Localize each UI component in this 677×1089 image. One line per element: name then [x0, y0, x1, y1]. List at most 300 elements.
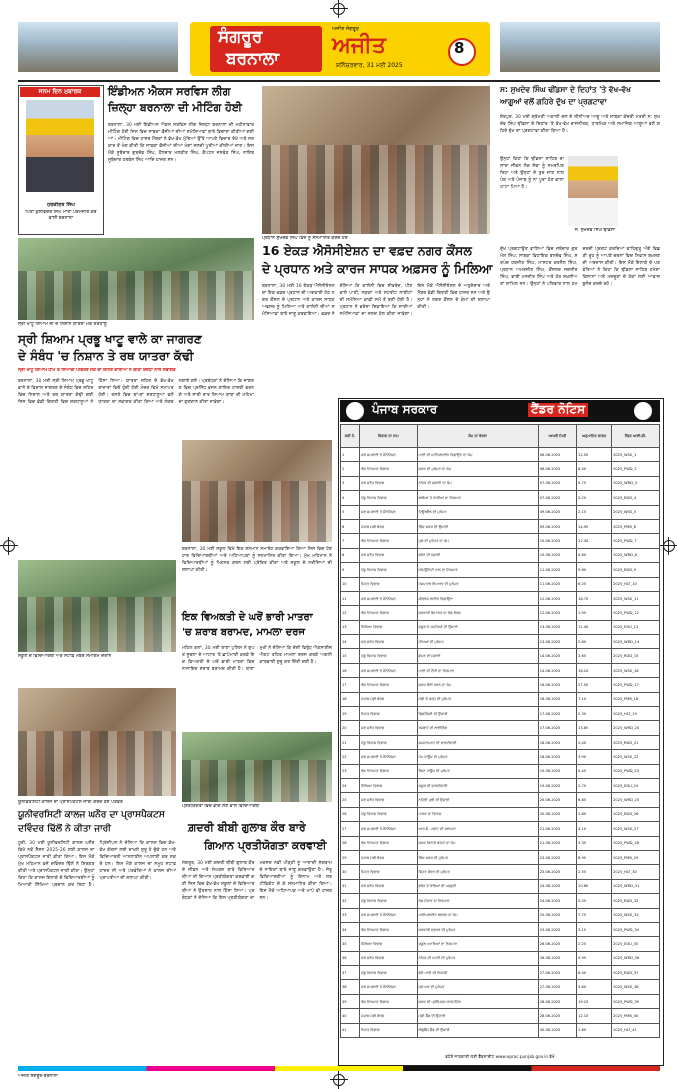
tender-cell: 26.06.2025 — [538, 951, 576, 965]
tender-column-header: ਲੜੀ ਨੰ. — [341, 425, 360, 448]
tender-row — [341, 807, 660, 821]
tender-cell: ਲੋਕ ਨਿਰਮਾਣ ਵਿਭਾਗ — [360, 764, 417, 778]
tender-row — [341, 778, 660, 792]
tender-cell: ਜਲ ਸਪਲਾਈ ਤੇ ਸੈਨੀਟੇਸ਼ਨ — [360, 750, 417, 764]
tender-cell: ਲਿੰਕ ਸੜਕ ਦੀ ਉਸਾਰੀ — [417, 519, 538, 533]
tender-cell: ਲੋਕ ਨਿਰਮਾਣ ਵਿਭਾਗ — [360, 678, 417, 692]
tender-cell: 10 — [341, 577, 360, 591]
tender-row — [341, 1023, 660, 1037]
tender-cell: ਸਿੱਖਿਆ ਵਿਭਾਗ — [360, 778, 417, 792]
tender-cell: ਪੇਂਡੂ ਵਿਕਾਸ ਵਿਭਾਗ — [360, 563, 417, 577]
tender-cell: ਟਿਊਬਵੈੱਲ ਦੀ ਮੁਰੰਮਤ — [417, 505, 538, 519]
story2-body: ਬਰਨਾਲਾ, 30 ਮਈ 16 ਏਕੜ ਐਸੋਸੀਏਸ਼ਨ ਦਾ ਇਕ ਵਫ਼ਦ ਪ੍ਰਧਾਨ ਦੀ ਅਗਵਾਈ ਹੇਠ ਨਗਰ ਕੌਂਸਲ ਦੇ ਪ੍ਰਧਾਨ ਅਤੇ ਕਾਰਜ ਸਾਧਕ ਅਫ਼ਸਰ ਨੂੰ ਮਿਲਿਆ ਅਤੇ ਕਾਲੋਨੀ ਦੀਆਂ ਸਮੱਸਿਆਵਾਂ ਬਾਰੇ ਜਾਣੂ ਕਰਵਾਇਆ। ਵਫ਼ਦ ਨੇ ਦੱਸਿਆ ਕਿ ਕਾਲੋਨੀ ਵਿਚ ਸੀਵਰੇਜ, ਪੀਣ ਵਾਲੇ ਪਾਣੀ, ਸੜਕਾਂ ਅਤੇ ਸਟਰੀਟ ਲਾਈਟਾਂ ਦੀ ਸਮੱਸਿਆ ਕਾਫ਼ੀ ਸਮੇਂ ਤੋਂ ਬਣੀ ਹੋਈ ਹੈ। ਪ੍ਰਧਾਨ ਨੇ ਭਰੋਸਾ ਦਿਵਾਇਆ ਕਿ ਸਾਰੀਆਂ ਸਮੱਸਿਆਵਾਂ ਦਾ ਜਲਦ ਹੱਲ ਕੀਤਾ ਜਾਵੇਗਾ। ਇਸ ਮੌਕੇ ਐਸੋਸੀਏਸ਼ਨ ਦੇ ਅਹੁਦੇਦਾਰ ਅਤੇ ਮੈਂਬਰ ਵੱਡੀ ਗਿਣਤੀ ਵਿਚ ਹਾਜ਼ਰ ਸਨ ਅਤੇ ਉਨ੍ਹਾਂ ਨੇ ਨਗਰ ਕੌਂਸਲ ਦੇ ਕੰਮਾਂ ਦੀ ਸ਼ਲਾਘਾ ਕੀਤੀ। — [262, 284, 490, 317]
tender-cell: 26.06.2025 — [538, 937, 576, 951]
tender-row — [341, 491, 660, 505]
tender-cell: 2.40 — [577, 735, 612, 749]
story3-body-b: ਉਨ੍ਹਾਂ ਕਿਹਾ ਕਿ ਢੀਂਡਸਾ ਸਾਹਿਬ ਦਾ ਸਾਰਾ ਜੀਵਨ ਲੋਕ ਸੇਵਾ ਨੂੰ ਸਮਰਪਿਤ ਰਿਹਾ ਅਤੇ ਉਨ੍ਹਾਂ ਦੇ ਤੁਰ ਜਾਣ ਨਾਲ ਪੰਥ ਅਤੇ ਪੰਜਾਬ ਨੂੰ ਨਾ ਪੂਰਾ ਹੋਣ ਵਾਲਾ ਘਾਟਾ ਪਿਆ ਹੈ। — [500, 157, 564, 190]
tender-cell: ਰਜਬਾਹੇ ਦੀ ਲਾਈਨਿੰਗ — [417, 721, 538, 735]
tender-govt: ਪੰਜਾਬ ਸਰਕਾਰ — [372, 402, 438, 416]
tender-cell: 6.25 — [577, 577, 612, 591]
tender-cell: 2025_PWD_28 — [612, 836, 660, 850]
page-number: 8 — [454, 39, 465, 57]
story5-headline-2: 'ਚ ਸ਼ਰਾਬ ਬਰਾਮਦ, ਮਾਮਲਾ ਦਰਜ — [182, 627, 305, 638]
tender-row — [341, 462, 660, 476]
tender-cell: 14.90 — [577, 519, 612, 533]
tender-cell: ਪੇਂਡੂ ਵਿਕਾਸ ਵਿਭਾਗ — [360, 966, 417, 980]
tender-cell: ਕਮਿਊਨਿਟੀ ਹਾਲ ਦਾ ਨਿਰਮਾਣ — [417, 563, 538, 577]
tender-cell: ਨਹਿਰ ਦੀ ਪਟੜੀ ਦੀ ਮੁਰੰਮਤ — [417, 951, 538, 965]
tender-row — [341, 980, 660, 994]
tender-row — [341, 635, 660, 649]
tender-cell: 31 — [341, 879, 360, 893]
tender-cell: 2025_PMB_29 — [612, 850, 660, 864]
tender-cell: 11.06.2025 — [538, 563, 576, 577]
registration-mark-left — [3, 540, 15, 552]
tender-footer: ਵਧੇਰੇ ਜਾਣਕਾਰੀ ਲਈ ਵੈੱਬਸਾਈਟ www.eproc.punjab.gov.in ਵੇਖੋ — [445, 1054, 555, 1059]
tender-cell: 2025_RDD_26 — [612, 807, 660, 821]
tender-row — [341, 735, 660, 749]
tender-cell: 3.15 — [577, 922, 612, 936]
tender-cell: 13.06.2025 — [538, 635, 576, 649]
tender-cell: ਪਾਣੀ ਦੀ ਟੈਂਕੀ ਦਾ ਨਿਰਮਾਣ — [417, 663, 538, 677]
tender-cell: ਜਲ ਸਰੋਤ ਵਿਭਾਗ — [360, 476, 417, 490]
tender-cell: 2025_WRD_14 — [612, 635, 660, 649]
registration-mark-top — [333, 3, 345, 15]
tender-cell: 9 — [341, 563, 360, 577]
story3-headline-1: ਸ: ਸੁਖਦੇਵ ਸਿੰਘ ਢੀਂਡਸਾ ਦੇ ਦਿਹਾਂਤ 'ਤੇ ਵੱਖ-ਵੱਖ — [500, 85, 631, 94]
tender-cell: 7 — [341, 534, 360, 548]
tender-cell: 25.06.2025 — [538, 922, 576, 936]
story5-headline-1: ਇਕ ਵਿਅਕਤੀ ਦੇ ਘਰੋਂ ਭਾਰੀ ਮਾਤਰਾ — [182, 612, 313, 623]
tender-cell: 16.06.2025 — [538, 678, 576, 692]
tender-row — [341, 750, 660, 764]
tender-cell: 12.10 — [577, 1009, 612, 1023]
tender-row — [341, 850, 660, 864]
tender-cell: ਸਿਹਤ ਵਿਭਾਗ — [360, 1023, 417, 1037]
tender-cell: 2025_RDD_4 — [612, 491, 660, 505]
tender-row — [341, 951, 660, 965]
tender-row — [341, 606, 660, 620]
tender-cell: 3.35 — [577, 836, 612, 850]
tender-cell: 2025_WSS_5 — [612, 505, 660, 519]
tender-cell: ਪੰਜਾਬ ਮੰਡੀ ਬੋਰਡ — [360, 850, 417, 864]
tender-cell: ਪੇਂਡੂ ਵਿਕਾਸ ਵਿਭਾਗ — [360, 649, 417, 663]
tender-cell: ਮੋਘਿਆਂ ਦੀ ਮੁਰੰਮਤ — [417, 635, 538, 649]
tender-cell: 2025_RDD_37 — [612, 966, 660, 980]
tender-cell: 32 — [341, 894, 360, 908]
story4-headline-1: ਸ੍ਰੀ ਸ਼ਿਆਮ ਪ੍ਰਭੂ ਖਾਟੂ ਵਾਲੇ ਕਾ ਜਾਗਰਣ — [18, 332, 202, 346]
tender-cell: 7.75 — [577, 908, 612, 922]
story4-photo — [18, 238, 254, 320]
tender-cell: 4.95 — [577, 951, 612, 965]
story3-portrait — [568, 156, 618, 226]
tender-cell: ਜਲ ਸਪਲਾਈ ਤੇ ਸੈਨੀਟੇਸ਼ਨ — [360, 591, 417, 605]
tender-cell: 10.60 — [577, 879, 612, 893]
tender-cell: 11 — [341, 591, 360, 605]
tender-row — [341, 534, 660, 548]
tender-column-header: ਅਨੁਮਾਨਿਤ ਲਾਗਤ — [577, 425, 612, 448]
tender-cell: ਲੋਕ ਨਿਰਮਾਣ ਵਿਭਾਗ — [360, 994, 417, 1008]
middle-photo-award — [182, 440, 332, 542]
masthead-brand-small: ਅਜੀਤ ਸੰਗਰੂਰ — [332, 26, 359, 32]
tender-cell: 4 — [341, 491, 360, 505]
birthday-name: ਹਰਕੀਰਤ ਸਿੰਘ — [47, 202, 75, 208]
story7-photo-caption: ਪ੍ਰਤੀਯੋਗਤਾ ਵਿਚ ਭਾਗ ਲੈਣ ਵਾਲੇ ਵਿਦਿਆਰਥੀ — [182, 804, 260, 809]
tender-cell: 18.70 — [577, 591, 612, 605]
tender-cell: ਸੜਕ ਦੀ ਪ੍ਰੀਮਿਕਸ ਕਾਰਪੇਟਿੰਗ — [417, 994, 538, 1008]
tender-cell: ਲੋਕ ਨਿਰਮਾਣ ਵਿਭਾਗ — [360, 836, 417, 850]
tender-cell: 2.15 — [577, 505, 612, 519]
tender-cell: 2025_WRD_31 — [612, 879, 660, 893]
tender-cell: 2025_EDU_24 — [612, 778, 660, 792]
bottom-color-bar — [18, 1066, 660, 1071]
tender-cell: ਗੰਦੇ ਪਾਣੀ ਦੀ ਨਿਕਾਸੀ — [417, 966, 538, 980]
tender-cell: ਐਂਬੂਲੈਂਸ ਸ਼ੈੱਡ ਦੀ ਉਸਾਰੀ — [417, 1023, 538, 1037]
tender-cell: ਲੋਕ ਨਿਰਮਾਣ ਵਿਭਾਗ — [360, 922, 417, 936]
masthead-rule — [18, 80, 660, 82]
masthead-city-top: ਸੰਗਰੂਰ — [218, 27, 263, 47]
tender-cell: ਜਲ ਸਪਲਾਈ ਤੇ ਸੈਨੀਟੇਸ਼ਨ — [360, 822, 417, 836]
tender-row — [341, 937, 660, 951]
tender-emblem-right — [634, 402, 652, 420]
tender-cell: 12 — [341, 606, 360, 620]
tender-cell: 2025_PWD_17 — [612, 678, 660, 692]
tender-row — [341, 577, 660, 591]
story1-headline-2: ਜ਼ਿਲ੍ਹਾ ਬਰਨਾਲਾ ਦੀ ਮੀਟਿੰਗ ਹੋਈ — [108, 101, 243, 114]
story6-headline-1: ਯੂਨੀਵਰਸਿਟੀ ਕਾਲਜ ਘਨੌਰ ਦਾ ਪ੍ਰਾਸਪੈਕਟਸ — [18, 810, 165, 820]
tender-row — [341, 476, 660, 490]
tender-cell: 2.70 — [577, 778, 612, 792]
tender-cell: 12.06.2025 — [538, 606, 576, 620]
tender-row — [341, 663, 660, 677]
tender-cell: 2 — [341, 462, 360, 476]
tender-cell: ਸਕੂਲ ਦੀ ਚਾਰਦੀਵਾਰੀ — [417, 778, 538, 792]
tender-cell: 11.40 — [577, 620, 612, 634]
tender-cell: 5.30 — [577, 707, 612, 721]
tender-cell: ਛੱਪੜ ਦੀ ਸਫ਼ਾਈ — [417, 649, 538, 663]
tender-cell: ਪਾਈਪਲਾਈਨ ਬਦਲਣ ਦਾ ਕੰਮ — [417, 908, 538, 922]
tender-cell: ਲੋਕ ਨਿਰਮਾਣ ਵਿਭਾਗ — [360, 606, 417, 620]
tender-cell: 35 — [341, 937, 360, 951]
tender-cell: 2025_PWD_7 — [612, 534, 660, 548]
tender-cell: ਨਹਿਰ ਦੀ ਸਫ਼ਾਈ ਦਾ ਕੰਮ — [417, 476, 538, 490]
tender-cell: 4.60 — [577, 548, 612, 562]
tender-cell: 09.06.2025 — [538, 519, 576, 533]
tender-cell: ਪੰਜਾਬ ਮੰਡੀ ਬੋਰਡ — [360, 1009, 417, 1023]
tender-cell: 25 — [341, 793, 360, 807]
story4-photo-caption: ਸ੍ਰੀ ਖਾਟੂ ਸ਼ਿਆਮ ਜੀ ਦੇ ਨਿਸ਼ਾਨ ਯਾਤਰਾ ਮੌਕੇ ਸ਼ਰਧਾਲੂ — [18, 322, 107, 327]
tender-cell: 27.50 — [577, 678, 612, 692]
tender-cell: 8.40 — [577, 462, 612, 476]
tender-cell: 2025_PWD_34 — [612, 922, 660, 936]
tender-cell: 06.06.2025 — [538, 448, 576, 462]
tender-title: ਟੈਂਡਰ ਨੋਟਿਸ — [528, 403, 588, 417]
tender-cell: 20 — [341, 721, 360, 735]
tender-emblem-left — [346, 402, 364, 420]
tender-cell: 1.60 — [577, 1023, 612, 1037]
tender-cell: 16 — [341, 663, 360, 677]
tender-cell: 19 — [341, 707, 360, 721]
tender-cell: 18.06.2025 — [538, 750, 576, 764]
tender-cell: 6 — [341, 519, 360, 533]
tender-cell: 2.25 — [577, 937, 612, 951]
tender-cell: ਪਾਰਕ ਦਾ ਵਿਕਾਸ — [417, 807, 538, 821]
tender-cell: ਜਲ ਸਰੋਤ ਵਿਭਾਗ — [360, 548, 417, 562]
birthday-caption: ਪਿਤਾ ਕੁਲਵਿੰਦਰ ਸਿੰਘ ਮਾਤਾ ਪਰਮਜੀਤ ਕੌਰ ਵਾਸੀ ਬਰਨਾਲਾ — [25, 210, 97, 221]
tender-cell: 15 — [341, 649, 360, 663]
tender-row — [341, 707, 660, 721]
tender-cell: ਮੰਡੀ ਦੇ ਫੜ੍ਹ ਦੀ ਮੁਰੰਮਤ — [417, 692, 538, 706]
tender-cell: ਸਿੱਖਿਆ ਵਿਭਾਗ — [360, 937, 417, 951]
tender-row — [341, 519, 660, 533]
tender-cell: 37 — [341, 966, 360, 980]
tender-cell: 10.06.2025 — [538, 534, 576, 548]
tender-cell: 22.30 — [577, 534, 612, 548]
tender-cell: 2025_WSS_16 — [612, 663, 660, 677]
tender-cell: 21.06.2025 — [538, 822, 576, 836]
tender-cell: ਸੜਕ ਕਿਨਾਰੇ ਬਰਮਾਂ ਦਾ ਕੰਮ — [417, 836, 538, 850]
tender-cell: 2025_HLT_19 — [612, 707, 660, 721]
tender-cell: 12.50 — [577, 448, 612, 462]
tender-cell: 07.06.2025 — [538, 476, 576, 490]
tender-cell: 09.06.2025 — [538, 505, 576, 519]
tender-cell: 1.95 — [577, 606, 612, 620]
tender-cell: 11.06.2025 — [538, 577, 576, 591]
tender-cell: 2025_PMB_18 — [612, 692, 660, 706]
tender-cell: ਸ਼ਮਸ਼ਾਨਘਾਟ ਦੀ ਚਾਰਦੀਵਾਰੀ — [417, 735, 538, 749]
tender-cell: 2025_PMB_40 — [612, 1009, 660, 1023]
tender-cell: ਖੇਡ ਮੈਦਾਨ ਦਾ ਨਿਰਮਾਣ — [417, 894, 538, 908]
tender-cell: ਆਰ.ਓ. ਪਲਾਂਟ ਦੀ ਸਥਾਪਨਾ — [417, 822, 538, 836]
tender-cell: ਪਾਣੀ ਦੀ ਪਾਈਪਲਾਈਨ ਵਿਛਾਉਣ ਦਾ ਕੰਮ — [417, 448, 538, 462]
tender-row — [341, 822, 660, 836]
tender-cell: 27.06.2025 — [538, 966, 576, 980]
tender-row — [341, 1009, 660, 1023]
tender-cell: 13.06.2025 — [538, 620, 576, 634]
tender-cell: 9.80 — [577, 563, 612, 577]
tender-row — [341, 721, 660, 735]
tender-cell: 2025_RDD_21 — [612, 735, 660, 749]
tender-cell: 8 — [341, 548, 360, 562]
tender-cell: 4.10 — [577, 822, 612, 836]
tender-cell: 2025_WSS_27 — [612, 822, 660, 836]
tender-cell: 2025_WRD_8 — [612, 548, 660, 562]
tender-row — [341, 505, 660, 519]
tender-cell: ਸੀਵਰੇਜ ਲਾਈਨ ਵਿਛਾਉਣਾ — [417, 591, 538, 605]
tender-cell: ਪੰਜਾਬ ਮੰਡੀ ਬੋਰਡ — [360, 692, 417, 706]
tender-cell: ਨਹਿਰੀ ਪੁਲੀ ਦੀ ਉਸਾਰੀ — [417, 793, 538, 807]
tender-cell: 22 — [341, 750, 360, 764]
tender-cell: 20.06.2025 — [538, 807, 576, 821]
tender-cell: 24 — [341, 778, 360, 792]
bottom-bar-label: ਅਜੀਤ ਸੰਗਰੂਰ-ਬਰਨਾਲਾ — [18, 1074, 58, 1079]
tender-cell: 23 — [341, 764, 360, 778]
tender-cell: 27 — [341, 822, 360, 836]
tender-cell: ਡਿਸਪੈਂਸਰੀ ਦੀ ਉਸਾਰੀ — [417, 707, 538, 721]
tender-cell: ਜਲ ਘਰ ਦੀ ਮੁਰੰਮਤ — [417, 980, 538, 994]
tender-column-header: ਆਖਰੀ ਮਿਤੀ — [538, 425, 576, 448]
tender-cell: 3.65 — [577, 649, 612, 663]
tender-cell: 7.10 — [577, 692, 612, 706]
tender-row — [341, 922, 660, 936]
tender-cell: 2025_WSS_33 — [612, 908, 660, 922]
tender-cell: ਪੁਲ ਦੀ ਮੁਰੰਮਤ ਦਾ ਕੰਮ — [417, 534, 538, 548]
tender-cell: 28.06.2025 — [538, 994, 576, 1008]
tender-cell: 23.06.2025 — [538, 850, 576, 864]
tender-cell: ਜਲ ਸਰੋਤ ਵਿਭਾਗ — [360, 879, 417, 893]
story1-headline-1: ਇੰਡੀਅਨ ਐਕਸ ਸਰਵਿਸ ਲੀਗ — [108, 85, 231, 98]
birthday-banner: ਜਨਮ ਦਿਨ ਮੁਬਾਰਕ — [20, 87, 100, 97]
tender-table — [340, 424, 660, 1038]
tender-row — [341, 548, 660, 562]
tender-cell: 13 — [341, 620, 360, 634]
tender-cell: 18.06.2025 — [538, 735, 576, 749]
tender-row — [341, 563, 660, 577]
tender-cell: 2025_WSS_38 — [612, 980, 660, 994]
tender-cell: ਪੇਂਡੂ ਵਿਕਾਸ ਵਿਭਾਗ — [360, 491, 417, 505]
tender-cell: 19.06.2025 — [538, 764, 576, 778]
tender-cell: 3.90 — [577, 750, 612, 764]
tender-cell: 2025_EDU_13 — [612, 620, 660, 634]
tender-row — [341, 908, 660, 922]
tender-cell: 2025_WRD_20 — [612, 721, 660, 735]
tender-cell: ਸਕੂਲ ਦੇ ਕਮਰਿਆਂ ਦੀ ਉਸਾਰੀ — [417, 620, 538, 634]
tender-cell: 2025_RDD_15 — [612, 649, 660, 663]
masthead-brand: ਅਜੀਤ — [332, 33, 386, 58]
tender-cell: ਜਲ ਸਰੋਤ ਵਿਭਾਗ — [360, 721, 417, 735]
tender-cell: ਸੜਕ ਚੌੜੀ ਕਰਨ ਦਾ ਕੰਮ — [417, 678, 538, 692]
tender-cell: 8.95 — [577, 850, 612, 864]
tender-cell: 2025_HLT_10 — [612, 577, 660, 591]
tender-cell: 16.06.2025 — [538, 692, 576, 706]
tender-cell: 2025_PWD_2 — [612, 462, 660, 476]
story3-headline-2: ਆਗੂਆਂ ਵਲੋਂ ਗਹਿਰੇ ਦੁੱਖ ਦਾ ਪ੍ਰਗਟਾਵਾ — [500, 97, 607, 106]
tender-cell: 30 — [341, 865, 360, 879]
tender-cell: 14.06.2025 — [538, 663, 576, 677]
tender-cell: 25.06.2025 — [538, 908, 576, 922]
tender-cell: ਗਲੀਆਂ ਤੇ ਨਾਲੀਆਂ ਦਾ ਨਿਰਮਾਣ — [417, 491, 538, 505]
tender-cell: ਜਲ ਸਰੋਤ ਵਿਭਾਗ — [360, 793, 417, 807]
birthday-portrait — [26, 100, 94, 192]
registration-mark-right — [663, 540, 675, 552]
tender-cell: 6.85 — [577, 793, 612, 807]
story7-photo — [182, 732, 332, 802]
tender-cell: ਸਰਕਾਰੀ ਦਫ਼ਤਰ ਦੀ ਮੁਰੰਮਤ — [417, 922, 538, 936]
tender-cell: ਪੰਪ ਹਾਊਸ ਦੀ ਮੁਰੰਮਤ — [417, 750, 538, 764]
tender-row — [341, 448, 660, 462]
story7-headline-1: ਗ਼ਦਰੀ ਬੀਬੀ ਗੁਲਾਬ ਕੌਰ ਬਾਰੇ — [188, 821, 306, 834]
tender-cell: ਸਿੱਖਿਆ ਵਿਭਾਗ — [360, 620, 417, 634]
middle-award-body: ਬਰਨਾਲਾ, 30 ਮਈ ਸਕੂਲ ਵਿਖੇ ਇਕ ਸਨਮਾਨ ਸਮਾਰੋਹ ਕਰਵਾਇਆ ਗਿਆ ਜਿਸ ਵਿਚ ਹੋਣਹਾਰ ਵਿਦਿਆਰਥੀਆਂ ਅਤੇ ਅਧਿਆਪਕਾਂ ਨੂੰ ਸਨਮਾਨਿਤ ਕੀਤਾ ਗਿਆ। ਮੁੱਖ ਮਹਿਮਾਨ ਨੇ ਵਿਦਿਆਰਥੀਆਂ ਨੂੰ ਮਿਹਨਤ ਕਰਨ ਲਈ ਪ੍ਰੇਰਿਤ ਕੀਤਾ ਅਤੇ ਸਕੂਲ ਦੇ ਨਤੀਜਿਆਂ ਦੀ ਸ਼ਲਾਘਾ ਕੀਤੀ। — [182, 547, 332, 573]
story3-body-c: ਦੁੱਖ ਪ੍ਰਗਟਾਉਣ ਵਾਲਿਆਂ ਵਿਚ ਜਥੇਦਾਰ ਗੁਰਮੇਲ ਸਿੰਘ, ਸਾਬਕਾ ਵਿਧਾਇਕ ਬਲਦੇਵ ਸਿੰਘ, ਸਰਪੰਚ ਹਰਜੀਤ ਸਿੰਘ, ਮਾਸਟਰ ਕਰਨੈਲ ਸਿੰਘ, ਪ੍ਰਧਾਨ ਅਮਰਜੀਤ ਸਿੰਘ, ਕੌਂਸਲਰ ਜਗਸੀਰ ਸਿੰਘ, ਭਾਈ ਮਨਜੀਤ ਸਿੰਘ ਅਤੇ ਹੋਰ ਸ਼ਖ਼ਸੀਅਤਾਂ ਸ਼ਾਮਿਲ ਸਨ। ਉਨ੍ਹਾਂ ਨੇ ਪਰਿਵਾਰ ਨਾਲ ਹਮਦਰਦੀ ਪ੍ਰਗਟ ਕਰਦਿਆਂ ਵਾਹਿਗੁਰੂ ਅੱਗੇ ਵਿਛੜੀ ਰੂਹ ਨੂੰ ਆਪਣੇ ਚਰਨਾਂ ਵਿਚ ਨਿਵਾਸ ਬਖ਼ਸ਼ਣ ਦੀ ਅਰਦਾਸ ਕੀਤੀ। ਇਸ ਮੌਕੇ ਇਲਾਕੇ ਦੇ ਪਤਵੰਤਿਆਂ ਨੇ ਕਿਹਾ ਕਿ ਢੀਂਡਸਾ ਸਾਹਿਬ ਹਮੇਸ਼ਾ ਕਿਸਾਨਾਂ ਅਤੇ ਮਜ਼ਦੂਰਾਂ ਦੇ ਹੱਕਾਂ ਲਈ ਆਵਾਜ਼ ਬੁਲੰਦ ਕਰਦੇ ਰਹੇ। — [500, 247, 660, 287]
tender-cell: 1 — [341, 448, 360, 462]
tender-cell: ਸਿਹਤ ਵਿਭਾਗ — [360, 707, 417, 721]
tender-row — [341, 865, 660, 879]
tender-cell: 14 — [341, 635, 360, 649]
tender-cell: 2025_PWD_39 — [612, 994, 660, 1008]
tender-cell: ਸਰਕਾਰੀ ਇਮਾਰਤ ਦਾ ਰੰਗ-ਰੋਗਨ — [417, 606, 538, 620]
tender-cell: 20.06.2025 — [538, 793, 576, 807]
tender-cell: 18 — [341, 692, 360, 706]
tender-cell: 17.06.2025 — [538, 721, 576, 735]
tender-cell: 36 — [341, 951, 360, 965]
tender-row — [341, 620, 660, 634]
tender-cell: 26 — [341, 807, 360, 821]
tender-cell: 13.85 — [577, 721, 612, 735]
tender-cell: ਪੰਜਾਬ ਮੰਡੀ ਬੋਰਡ — [360, 519, 417, 533]
tender-cell: 19.25 — [577, 994, 612, 1008]
tender-cell: 6.40 — [577, 966, 612, 980]
story2-headline-2: ਦੇ ਪ੍ਰਧਾਨ ਅਤੇ ਕਾਰਜ ਸਾਧਕ ਅਫ਼ਸਰ ਨੂੰ ਮਿਲਿਆ — [262, 261, 493, 276]
tender-cell: 24.06.2025 — [538, 894, 576, 908]
story1-body: ਬਰਨਾਲਾ, 30 ਮਈ ਇੰਡੀਅਨ ਐਕਸ ਸਰਵਿਸ ਲੀਗ ਜ਼ਿਲ੍ਹਾ ਬਰਨਾਲਾ ਦੀ ਮਹੀਨਾਵਾਰ ਮੀਟਿੰਗ ਹੋਈ ਜਿਸ ਵਿਚ ਸਾਬਕਾ ਫ਼ੌਜੀਆਂ ਦੀਆਂ ਸਮੱਸਿਆਵਾਂ ਬਾਰੇ ਵਿਚਾਰਾਂ ਕੀਤੀਆਂ ਗਈਆਂ। ਮੀਟਿੰਗ ਵਿਚ ਹਾਜ਼ਰ ਮੈਂਬਰਾਂ ਨੇ ਵੱਖ-ਵੱਖ ਮੁੱਦਿਆਂ ਉੱਤੇ ਆਪਣੇ ਵਿਚਾਰ ਰੱਖੇ ਅਤੇ ਸਰਕਾਰ ਤੋਂ ਮੰਗ ਕੀਤੀ ਕਿ ਸਾਬਕਾ ਫ਼ੌਜੀਆਂ ਦੀਆਂ ਮੰਗਾਂ ਜਲਦੀ ਪੂਰੀਆਂ ਕੀਤੀਆਂ ਜਾਣ। ਇਸ ਮੌਕੇ ਸੂਬੇਦਾਰ ਗੁਰਦੇਵ ਸਿੰਘ, ਹੌਲਦਾਰ ਮਲਕੀਤ ਸਿੰਘ, ਕੈਪਟਨ ਜਸਵੰਤ ਸਿੰਘ, ਨਾਇਬ ਸੂਬੇਦਾਰ ਹਰਬੰਸ ਸਿੰਘ ਆਦਿ ਹਾਜ਼ਰ ਸਨ। — [108, 123, 254, 163]
tender-cell: 28 — [341, 836, 360, 850]
tender-cell: ਪੇਂਡੂ ਵਿਕਾਸ ਵਿਭਾਗ — [360, 807, 417, 821]
tender-cell: ਜਲ ਸਪਲਾਈ ਤੇ ਸੈਨੀਟੇਸ਼ਨ — [360, 505, 417, 519]
tender-cell: 2.55 — [577, 865, 612, 879]
tender-cell: ਸਕੂਲ ਪਖਾਨਿਆਂ ਦਾ ਨਿਰਮਾਣ — [417, 937, 538, 951]
left-photo-group-caption: ਸਕੂਲ ਦੇ ਵਿਦਿਆਰਥੀ ਅਤੇ ਸਟਾਫ਼ ਮੈਂਬਰ ਸਮਾਗਮ ਦੌਰਾਨ — [18, 654, 112, 659]
tender-cell: 2025_WSS_22 — [612, 750, 660, 764]
tender-cell: 5.05 — [577, 894, 612, 908]
tender-cell: 23.06.2025 — [538, 865, 576, 879]
story2-headline-1: 16 ਏਕੜ ਐਸੋਸੀਏਸ਼ਨ ਦਾ ਵਫ਼ਦ ਨਗਰ ਕੌਂਸਲ — [262, 243, 472, 258]
tender-cell: 07.06.2025 — [538, 491, 576, 505]
tender-cell: 3.20 — [577, 491, 612, 505]
tender-cell: ਜਲ ਸਪਲਾਈ ਤੇ ਸੈਨੀਟੇਸ਼ਨ — [360, 448, 417, 462]
tender-cell: 17.06.2025 — [538, 707, 576, 721]
tender-cell: ਸਿਹਤ ਕੇਂਦਰ ਦੀ ਮੁਰੰਮਤ — [417, 865, 538, 879]
tender-cell: 24.06.2025 — [538, 879, 576, 893]
tender-cell: 2025_WSS_1 — [612, 448, 660, 462]
tender-cell: ਜਲ ਸਪਲਾਈ ਤੇ ਸੈਨੀਟੇਸ਼ਨ — [360, 663, 417, 677]
tender-cell: 40 — [341, 1009, 360, 1023]
tender-cell: ਲਿੰਕ ਸੜਕ ਦੀ ਮੁਰੰਮਤ — [417, 850, 538, 864]
tender-cell: 2025_PMB_6 — [612, 519, 660, 533]
tender-cell: ਸੜਕ ਦੀ ਮੁਰੰਮਤ ਦਾ ਕੰਮ — [417, 462, 538, 476]
tender-cell: ਜਲ ਸਪਲਾਈ ਤੇ ਸੈਨੀਟੇਸ਼ਨ — [360, 980, 417, 994]
story3-portrait-caption: ਸ. ਸੁਖਦੇਵ ਸਿੰਘ ਢੀਂਡਸਾ — [574, 228, 616, 233]
tender-cell: 2.80 — [577, 635, 612, 649]
masthead-photo-right — [500, 22, 660, 72]
tender-row — [341, 591, 660, 605]
tender-cell: 2025_PWD_12 — [612, 606, 660, 620]
tender-row — [341, 764, 660, 778]
story7-headline-2: ਗਿਆਨ ਪ੍ਰਤੀਯੋਗਤਾ ਕਰਵਾਈ — [204, 839, 327, 852]
story2-caption: ਪ੍ਰਧਾਨ ਸੁਖਦੇਵ ਸਿੰਘ ਵਿਜੇ ਨੂੰ ਸਨਮਾਨਿਤ ਕਰਦੇ ਹੋਏ — [262, 236, 348, 241]
tender-cell: 17 — [341, 678, 360, 692]
tender-cell: 21 — [341, 735, 360, 749]
story6-body: ਧੂਰੀ, 30 ਮਈ ਯੂਨੀਵਰਸਿਟੀ ਕਾਲਜ ਘਨੌਰ ਵਿਖੇ ਨਵੇਂ ਸੈਸ਼ਨ 2025-26 ਲਈ ਕਾਲਜ ਦਾ ਪ੍ਰਾਸਪੈਕਟਸ ਜਾਰੀ ਕੀਤਾ ਗਿਆ। ਇਸ ਮੌਕੇ ਮੁੱਖ ਮਹਿਮਾਨ ਵਜੋਂ ਦਵਿੰਦਰ ਢਿੱਲੋਂ ਨੇ ਸ਼ਿਰਕਤ ਕੀਤੀ ਅਤੇ ਪ੍ਰਾਸਪੈਕਟਸ ਜਾਰੀ ਕੀਤਾ। ਉਨ੍ਹਾਂ ਕਿਹਾ ਕਿ ਕਾਲਜ ਇਲਾਕੇ ਦੇ ਵਿਦਿਆਰਥੀਆਂ ਨੂੰ ਮਿਆਰੀ ਸਿੱਖਿਆ ਪ੍ਰਦਾਨ ਕਰ ਰਿਹਾ ਹੈ। ਪ੍ਰਿੰਸੀਪਲ ਨੇ ਦੱਸਿਆ ਕਿ ਕਾਲਜ ਵਿਚ ਵੱਖ-ਵੱਖ ਕੋਰਸਾਂ ਲਈ ਦਾਖ਼ਲੇ ਸ਼ੁਰੂ ਹੋ ਚੁੱਕੇ ਹਨ ਅਤੇ ਵਿਦਿਆਰਥੀ ਆਨਲਾਈਨ ਅਪਲਾਈ ਕਰ ਸਕਦੇ ਹਨ। ਇਸ ਮੌਕੇ ਕਾਲਜ ਦਾ ਸਮੂਹ ਸਟਾਫ਼ ਹਾਜ਼ਰ ਸੀ ਅਤੇ ਪਤਵੰਤਿਆਂ ਨੇ ਕਾਲਜ ਦੀਆਂ ਪ੍ਰਾਪਤੀਆਂ ਦੀ ਸ਼ਲਾਘਾ ਕੀਤੀ। — [18, 841, 176, 888]
tender-column-header: ਟੈਂਡਰ ਆਈ.ਡੀ. — [612, 425, 660, 448]
tender-row — [341, 692, 660, 706]
story3-body-a: ਸ਼ੇਰਪੁਰ, 30 ਮਈ ਸ਼੍ਰੋਮਣੀ ਅਕਾਲੀ ਦਲ ਦੇ ਸੀਨੀਅਰ ਆਗੂ ਅਤੇ ਸਾਬਕਾ ਕੇਂਦਰੀ ਮੰਤਰੀ ਸ: ਸੁਖਦੇਵ ਸਿੰਘ ਢੀਂਡਸਾ ਦੇ ਦਿਹਾਂਤ 'ਤੇ ਵੱਖ-ਵੱਖ ਰਾਜਨੀਤਕ, ਧਾਰਮਿਕ ਅਤੇ ਸਮਾਜਿਕ ਆਗੂਆਂ ਵਲੋਂ ਗਹਿਰੇ ਦੁੱਖ ਦਾ ਪ੍ਰਗਟਾਵਾ ਕੀਤਾ ਗਿਆ ਹੈ। — [500, 115, 660, 134]
tender-row — [341, 894, 660, 908]
story2-photo — [262, 86, 490, 234]
tender-cell: ਸਿਹਤ ਵਿਭਾਗ — [360, 577, 417, 591]
tender-cell: ਸਿਹਤ ਵਿਭਾਗ — [360, 865, 417, 879]
tender-cell: ਮੰਡੀ ਸ਼ੈੱਡ ਦੀ ਉਸਾਰੀ — [417, 1009, 538, 1023]
tender-row — [341, 879, 660, 893]
tender-cell: 27.06.2025 — [538, 980, 576, 994]
tender-cell: 2025_RDD_9 — [612, 563, 660, 577]
tender-row — [341, 678, 660, 692]
registration-mark-bottom — [333, 1074, 345, 1086]
tender-cell: ਪੇਂਡੂ ਵਿਕਾਸ ਵਿਭਾਗ — [360, 894, 417, 908]
tender-cell: 19.06.2025 — [538, 778, 576, 792]
tender-cell: 33 — [341, 908, 360, 922]
tender-cell: 2025_RDD_32 — [612, 894, 660, 908]
